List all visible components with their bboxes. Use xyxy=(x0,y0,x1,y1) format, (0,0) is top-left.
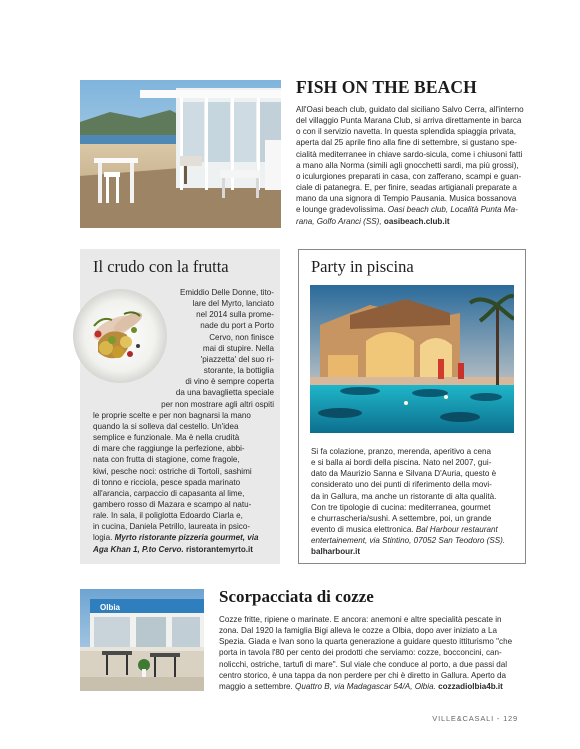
venue-website[interactable]: ristorantemyrto.it xyxy=(183,544,253,554)
text-line: Cervo, non finisce xyxy=(209,332,274,342)
venue-credit: Oasi beach club, Località Punta Ma- xyxy=(385,205,518,215)
text-line: di vino è sempre coperta xyxy=(185,377,274,387)
text-line: semplice e funzionale. Ma è nella crudità xyxy=(93,433,240,443)
text-line xyxy=(296,216,522,227)
text-line: Cozze fritte, ripiene o marinate. E ancora: anemoni e altre specialità pescate in xyxy=(219,615,502,624)
fish-on-the-beach-title: FISH ON THE BEACH xyxy=(296,77,477,97)
text-line: nata con frutta di stagione, come fragole, xyxy=(93,455,240,465)
text-line: lare del Myrto, lanciato xyxy=(192,299,274,309)
venue-website[interactable]: oasibeach.club.it xyxy=(381,216,450,226)
text-line: del villaggio Punta Marana Club, si arriva direttamente in barca xyxy=(296,116,522,126)
text-line: per non mostrare agli altri ospiti xyxy=(161,399,274,409)
text-line: logia. Myrto ristorante pizzeria gourmet, via xyxy=(93,533,259,543)
text-line: evento di musica elettronica. Bal Harbour restaurant xyxy=(311,525,498,535)
text-line: nade du port a Porto xyxy=(200,321,274,331)
text-line: nel 2014 sulla prome- xyxy=(196,310,274,320)
text-line: cialità mediterranee in chiave sardo-sicula, come i chiusoni fatti xyxy=(296,149,523,159)
text-line: e lounge gradevolissima. Oasi beach club, Località Punta Ma- xyxy=(296,205,518,215)
party-title: Party in piscina xyxy=(311,257,414,276)
beach-club-photo xyxy=(80,80,281,228)
text-line: Con tre tipologie di cucina: mediterranea, gourmet xyxy=(311,502,491,512)
text-line: e churrascheria/sushi. A settembre, poi, un grande xyxy=(311,513,492,523)
text-line: mai di stupire. Nella xyxy=(202,343,274,353)
text-line: da in Gallura, ma anche un ristorante di alta qualità. xyxy=(311,491,497,501)
venue-credit: Quattro B, via Madagascar 54/A, Olbia. xyxy=(292,681,436,691)
cozze-title: Scorpacciata di cozze xyxy=(219,587,374,606)
text-line: o con il servizio navetta. In questa splendida spiaggia privata, xyxy=(296,127,517,137)
text-line: le proprie scelte e per non bagnarsi la mano xyxy=(93,410,251,420)
magazine-name: VILLE&CASALI xyxy=(432,714,494,723)
party-text xyxy=(311,446,515,558)
text-line: porta in tavola l'80 per cento dei prodotti che serviamo: cozze, bocconcini, can- xyxy=(219,648,502,658)
venue-address: rana, Golfo Aranci (SS), xyxy=(296,216,382,226)
crudo-title: Il crudo con la frutta xyxy=(93,257,229,276)
text-line: nolicchi, ostriche, tartufi di mare". Sul viale che conduce al porto, a due passi dal xyxy=(219,659,508,669)
text-line: da una bavaglietta speciale xyxy=(175,388,274,398)
text-line: storante, la bottiglia xyxy=(203,366,274,376)
venue-credit: Myrto ristorante pizzeria gourmet, via xyxy=(112,533,259,543)
venue-website[interactable]: cozzadiolbia4b.it xyxy=(435,681,503,691)
text-line: o iculurgiones preparati in casa, con zafferano, scampi e guan- xyxy=(296,171,522,181)
text-line: centro storico, è una tappa da non perdere per chi è diretto in Gallura. Aperto da xyxy=(219,670,507,680)
text-line: zona. Dal 1920 la famiglia Bigi alleva le cozze a Olbia, dopo aver iniziato a La xyxy=(219,626,498,636)
footer-separator: - xyxy=(494,714,504,723)
text-line: rale. In sala, il poliglotta Edoardo Ciarla e, xyxy=(93,511,243,521)
crudo-text xyxy=(93,287,274,555)
text-line: di tonno e ricciola, pesce spada marinato xyxy=(93,477,241,487)
text-line: ciale di patanegra. E, per finire, seadas artigianali preparate a xyxy=(296,183,517,193)
cozze-restaurant-photo xyxy=(80,589,204,691)
text-line: dato da Maurizio Sanna e Silvana D'Auria, questo è xyxy=(311,469,497,479)
text-line: quando la si solleva dal cestello. Un'idea xyxy=(93,421,239,431)
text-line: 'piazzetta' del suo ri- xyxy=(200,354,274,364)
text-line: a mano alla Norma (simili agli gnocchetti sardi, ma più grossi), xyxy=(296,160,519,170)
text-line: e si balla ai bordi della piscina. Nato nel 2007, gui- xyxy=(311,458,492,468)
venue-website[interactable]: balharbour.it xyxy=(311,547,361,557)
text-line: All'Oasi beach club, guidato dal siciliano Salvo Cerra, all'interno xyxy=(296,105,524,114)
text-line: all'arancia, carpaccio di capasanta al lime, xyxy=(93,488,245,498)
fish-on-the-beach-text xyxy=(296,104,522,227)
text-line: maggio a settembre. Quattro B, via Madagascar 54/A, Olbia. cozzadiolbia4b.it xyxy=(219,681,503,691)
text-line: di mare che raggiunge la perfezione, abbi- xyxy=(93,444,245,454)
text-line: in cucina, Daniela Petrillo, laureata in psico- xyxy=(93,522,251,532)
text-line: Emiddio Delle Donne, tito- xyxy=(179,288,274,297)
text-line: Si fa colazione, pranzo, merenda, aperitivo a cena xyxy=(311,447,491,456)
text-line: mano da una signora di Tempio Pausania. Musica bossanova xyxy=(296,194,517,204)
page-footer xyxy=(432,714,518,723)
text-line: kiwi, pesche noci: ostriche di Tortolì, sashimi xyxy=(93,466,252,476)
text-line xyxy=(93,544,274,555)
venue-credit: Bal Harbour restaurant xyxy=(413,525,498,535)
pool-party-photo xyxy=(310,285,514,433)
cozze-sign: Olbia xyxy=(100,603,121,612)
text-line: aperta dal 25 aprile fino alla fine di settembre, si gustano spe- xyxy=(296,138,517,148)
venue-address: entertainement, via Stintino, 07052 San Teodoro (SS). xyxy=(311,536,506,546)
text-line: Spezia. Giada e Ivan sono la quarta generazione a guidare questo ittiturismo "che xyxy=(219,637,513,647)
page-number: 129 xyxy=(503,714,518,723)
venue-address: Aga Khan 1, P.to Cervo. xyxy=(93,544,184,554)
text-line: gambero rosso di Mazara e scampo al natu- xyxy=(93,499,252,509)
text-line: considerato uno dei punti di riferimento della movi- xyxy=(311,480,492,490)
cozze-text xyxy=(219,614,525,692)
